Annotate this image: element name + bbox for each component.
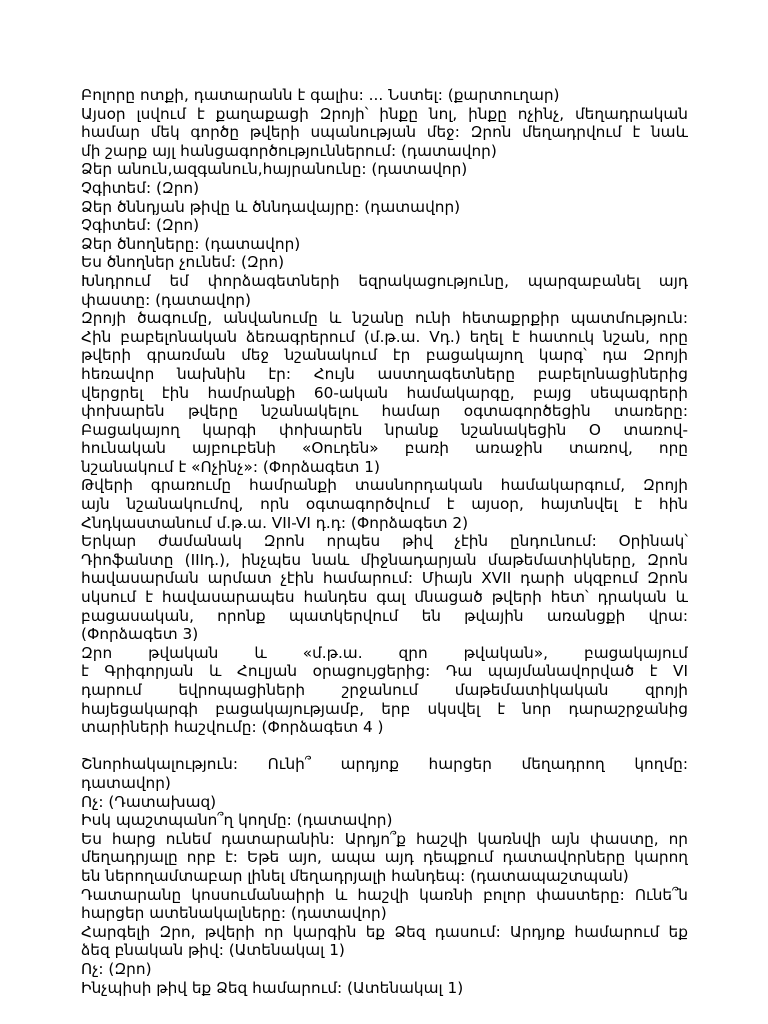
text-line: Չգիտեմ: (Զրո) [81, 216, 200, 235]
text-line: տարիների հաշվումը: (Փորձագետ 4 ) [81, 718, 384, 737]
text-line: մեղադրյալը որբ է: Եթե այո, ապա այդ դեպքում դատավորները կարող [81, 848, 688, 867]
text-line: են ներողամտաբար լինել մեղադրյալի հանդեպ: (դատապաշտպան) [81, 866, 629, 885]
text-line: համար մեկ գործը թվերի սպանության մեջ: Զրոն մեղադրվում է նաև [81, 123, 688, 142]
text-line: Բոլորը ոտքի, դատարանն է գալիս: ... Նստել: (քարտուղար) [81, 86, 560, 104]
text-line: Խնդրում եմ փորձագետների եզրակացությունը, պարզաբանել այդ [81, 271, 688, 290]
text-line: փոխարեն թվերը նշանակելու համար օգտագործեցին տառերը: [81, 402, 688, 421]
text-line: Ձեր ծնողները: (դատավոր) [81, 234, 301, 253]
text-line: Ես ծնողներ չունեմ: (Զրո) [81, 253, 285, 272]
text-line: սկսում է հավասարապես հանդես գալ մնացած թվերի հետ՝ դրական և [81, 588, 688, 607]
text-line: Հնդկաստանում մ.թ.ա. VII-VI դ.դ: (Փորձագետ 2) [81, 513, 469, 532]
text-line: Բացակայող կարգի փոխարեն նրանք նշանակեցին O տառով- [81, 420, 688, 439]
text-line: վերցրել էին համրանքի 60-ական համակարգը, բայց սեպագրերի [81, 383, 688, 402]
text-line: հարցեր ատենակալները: (դատավոր) [81, 904, 387, 923]
text-line: Զրոյի ծագումը, անվանումը և նշանը ունի հետաքրքիր պատմություն: [81, 309, 688, 328]
text-line: Ես հարց ունեմ դատարանին: Արդյո՞ք հաշվի կառնվի այն փաստը, որ [81, 829, 688, 848]
text-line: Ձեր ծննդյան թիվը և ծննդավայրը: (դատավոր) [81, 197, 461, 216]
text-line: Իսկ պաշտպանո՞ղ կողմը: (դատավոր) [81, 811, 393, 830]
text-line: Զրո թվական և «մ.թ.ա. զրո թվական», բացակայում [81, 643, 688, 662]
text-line: դարում եվրոպացիների շրջանում մաթեմատիկական զրոյի [81, 681, 688, 699]
text-line: հեռավոր նախնին էր: Հույն աստղագետները բաբելոնացիներից [81, 364, 688, 383]
text-line: Ոչ: (Զրո) [81, 959, 152, 978]
text-line: Դատարանը կոսսումանաիրի և հաշվի կառնի բոլոր փաստերը: Ունե՞ն [81, 885, 688, 904]
text-line: Հարգելի Զրո, թվերի որ կարգին եք Ձեզ դասում: Արդյոք համարում եք [81, 922, 688, 941]
text-line: Ձեր անուն,ազգանուն,հայրանունը: (դատավոր) [81, 160, 468, 179]
text-line: դատավոր) [81, 773, 171, 792]
text-line: բացասական, որոնք պատկերվում են թվային առանցքի վրա: [81, 606, 688, 625]
text-line: մի շարք այլ հանցագործություններում: (դատավոր) [81, 141, 497, 160]
text-line: Շնորհակալություն: Ունի՞ արդյոք հարցեր մեղադրող կողմը: [81, 755, 688, 774]
text-line: է Գրիգորյան և Հուլյան օրացույցերից: Դա պայմանավորված է VI [81, 662, 688, 681]
text-line [81, 737, 688, 756]
text-line: Երկար ժամանակ Զրոն որպես թիվ չէին ընդունում: Օրինակ՝ [81, 532, 688, 551]
text-line: Ինչպիսի թիվ եք Ձեզ համարում: (Ատենակալ 1) [81, 978, 464, 997]
text-line: Թվերի գրառումը համրանքի տասնորդական համակարգում, Զրոյի [81, 476, 688, 495]
text-line: Այսօր լսվում է քաղաքացի Զրոյի՝ ինքը նոլ, ինքը ոչինչ, մեղադրական [81, 104, 688, 123]
text-line: Ոչ: (Դատախազ) [81, 792, 217, 811]
text-line: այն նշանակումով, որն օգտագործվում է այսօր, հայտնվել է հին [81, 495, 688, 514]
text-line: Դիոֆանտը (IIIդ.), ինչպես նաև միջնադարյան մաթեմատիկները, Զրոն [81, 550, 688, 569]
text-line: հայեցակարգի բացակայությամբ, երբ սկսվել է նոր դարաշրջանից [81, 699, 688, 718]
text-line: ձեզ բնական թիվ: (Ատենակալ 1) [81, 941, 345, 960]
text-line: Չգիտեմ: (Զրո) [81, 178, 200, 197]
text-line: նշանակում է «Ոչինչ»: (Փորձագետ 1) [81, 457, 381, 476]
text-line: թվերի գրառման մեջ նշանակում էր բացակայող կարգ՝ դա Զրոյի [81, 346, 688, 365]
text-line: փաստը: (դատավոր) [81, 290, 251, 309]
text-line: Հին բաբելոնական ձեռագրերում (մ.թ.ա. Vդ.) եղել է հատուկ նշան, որը [81, 327, 688, 346]
text-line: հավասարման արմատ չէին համարում: Միայն XVII դարի սկզբում Զրոն [81, 569, 688, 588]
text-line: հունական այբուբենի «Օուդեն» բառի առաջին տառով, որը [81, 439, 688, 458]
text-line: (Փորձագետ 3) [81, 625, 199, 644]
